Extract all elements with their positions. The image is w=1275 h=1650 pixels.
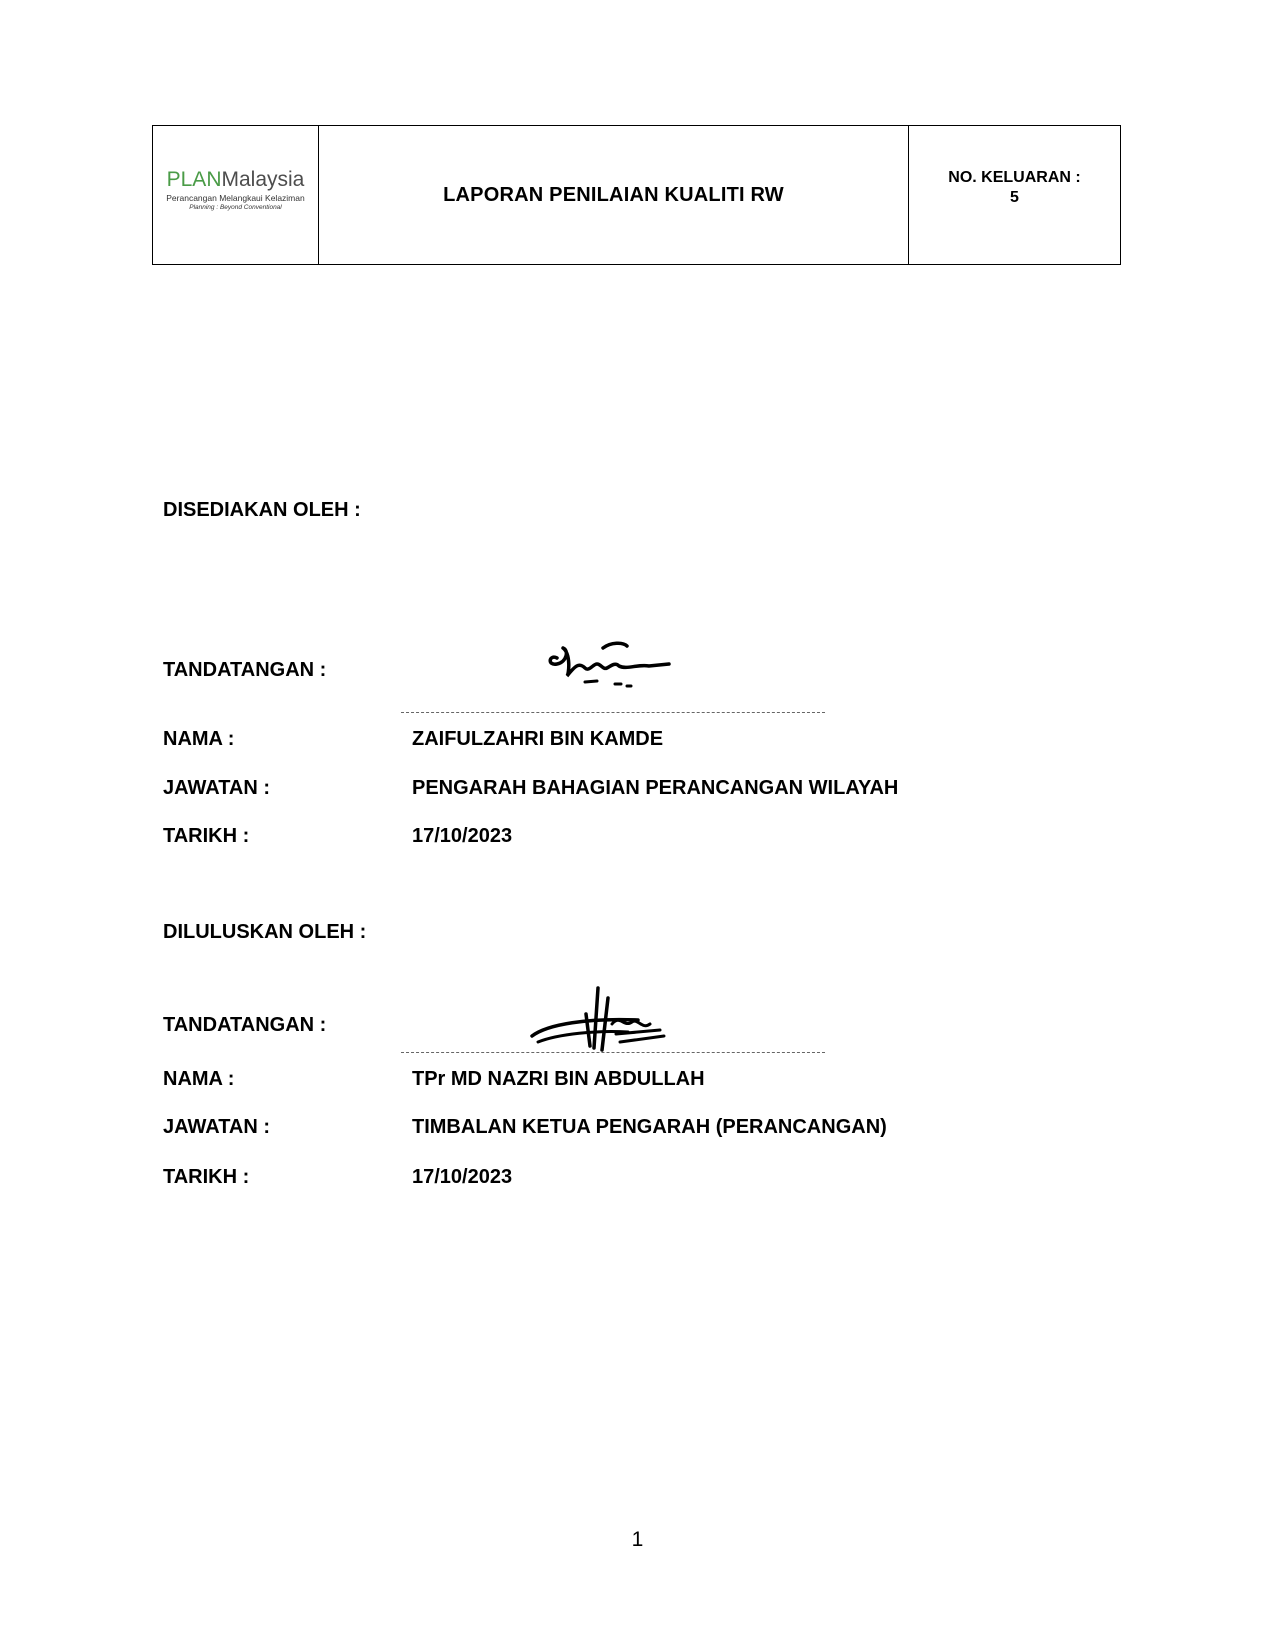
prepared-name-label: NAMA :	[163, 728, 235, 750]
approved-signature-line	[401, 1052, 825, 1053]
page-number: 1	[631, 1528, 644, 1551]
logo-subtagline: Planning : Beyond Conventional	[189, 204, 282, 211]
prepared-position-label: JAWATAN :	[163, 777, 271, 799]
prepared-name-value: ZAIFULZAHRI BIN KAMDE	[412, 728, 664, 750]
planmalaysia-logo	[167, 169, 305, 191]
prepared-position-value: PENGARAH BAHAGIAN PERANCANGAN WILAYAH	[412, 777, 899, 799]
approved-date-value: 17/10/2023	[412, 1166, 513, 1188]
prepared-signature-line	[401, 712, 825, 713]
approved-signature-image	[528, 984, 678, 1054]
logo-cell	[153, 126, 319, 264]
approved-by-heading: DILULUSKAN OLEH :	[163, 921, 367, 943]
issue-number-value: 5	[1010, 189, 1019, 206]
approved-position-value: TIMBALAN KETUA PENGARAH (PERANCANGAN)	[412, 1116, 887, 1138]
approved-name-value: TPr MD NAZRI BIN ABDULLAH	[412, 1068, 705, 1090]
approved-name-label: NAMA :	[163, 1068, 235, 1090]
document-title: LAPORAN PENILAIAN KUALITI RW	[319, 126, 909, 264]
prepared-date-value: 17/10/2023	[412, 825, 513, 847]
prepared-signature-image	[545, 640, 675, 700]
approved-date-label: TARIKH :	[163, 1166, 250, 1188]
prepared-signature-label: TANDATANGAN :	[163, 659, 327, 681]
issue-number-label: NO. KELUARAN :	[948, 169, 1081, 186]
logo-brand-plan: PLAN	[166, 168, 222, 191]
logo-tagline: Perancangan Melangkaui Kelaziman	[166, 193, 305, 203]
approved-position-label: JAWATAN :	[163, 1116, 271, 1138]
prepared-by-heading: DISEDIAKAN OLEH :	[163, 499, 361, 521]
prepared-date-label: TARIKH :	[163, 825, 250, 847]
document-header-table	[152, 125, 1121, 265]
issue-number-cell	[909, 112, 1120, 264]
approved-signature-label: TANDATANGAN :	[163, 1014, 327, 1036]
logo-brand-malaysia: Malaysia	[221, 168, 305, 191]
